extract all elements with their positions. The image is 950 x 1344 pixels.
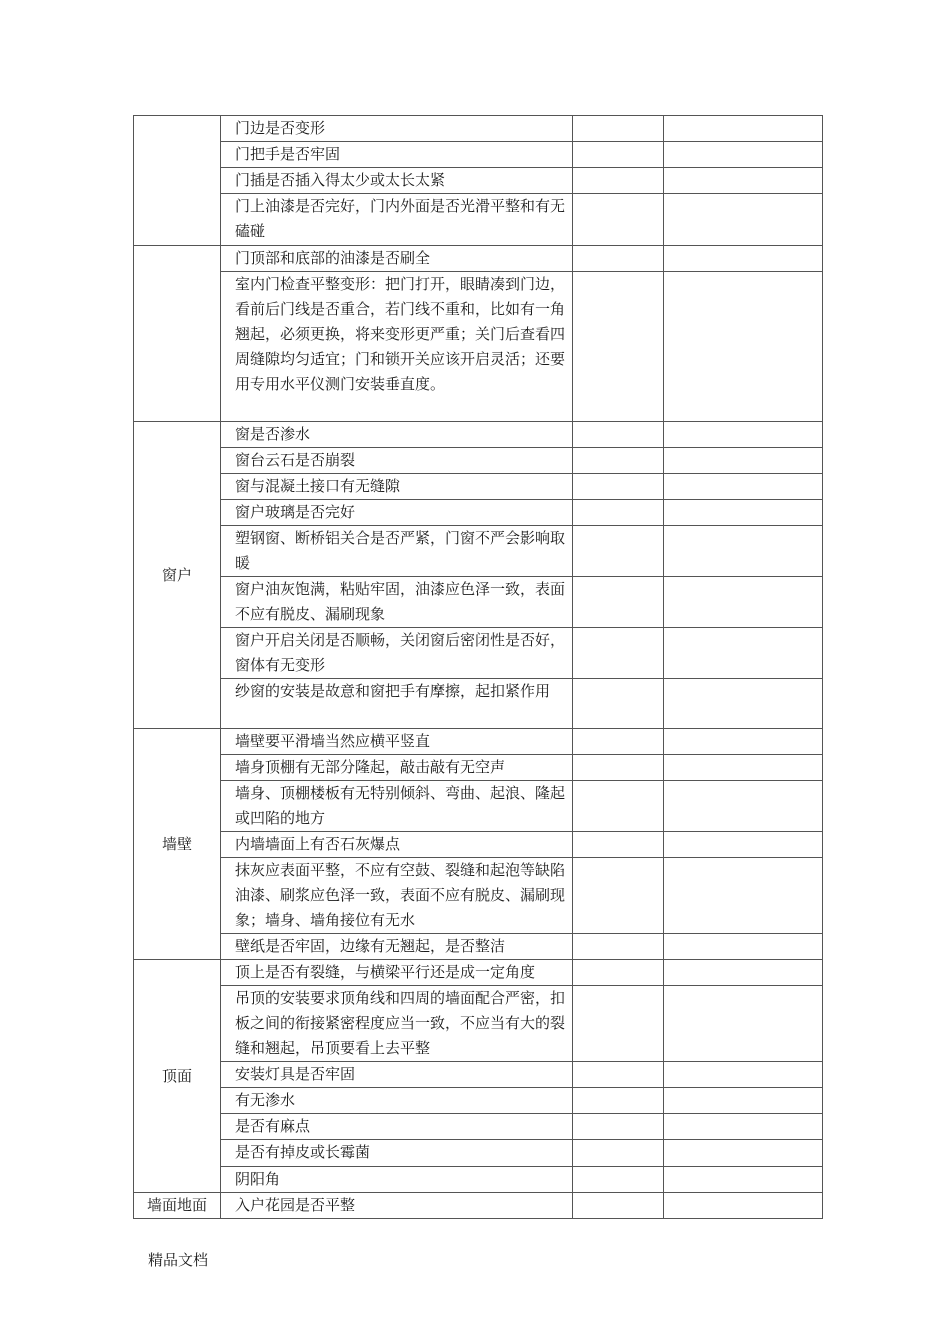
category-wall-floor: 墙面地面: [134, 1193, 221, 1219]
remark-cell[interactable]: [664, 116, 823, 142]
remark-cell[interactable]: [664, 755, 823, 781]
result-cell[interactable]: [573, 960, 664, 986]
check-item: 阴阳角: [221, 1167, 573, 1193]
remark-cell[interactable]: [664, 474, 823, 500]
result-cell[interactable]: [573, 194, 664, 246]
remark-cell[interactable]: [664, 679, 823, 729]
remark-cell[interactable]: [664, 422, 823, 448]
check-item: 门插是否插入得太少或太长太紧: [221, 168, 573, 194]
remark-cell[interactable]: [664, 986, 823, 1062]
result-cell[interactable]: [573, 858, 664, 934]
footer-watermark: 精品文档: [148, 1251, 209, 1269]
check-item: 顶上是否有裂缝，与横梁平行还是成一定角度: [221, 960, 573, 986]
check-item: 窗与混凝土接口有无缝隙: [221, 474, 573, 500]
result-cell[interactable]: [573, 422, 664, 448]
result-cell[interactable]: [573, 500, 664, 526]
result-cell[interactable]: [573, 577, 664, 628]
remark-cell[interactable]: [664, 272, 823, 422]
result-cell[interactable]: [573, 1140, 664, 1167]
category-cell-door-unlabeled: [134, 246, 221, 422]
remark-cell[interactable]: [664, 448, 823, 474]
remark-cell[interactable]: [664, 729, 823, 755]
remark-cell[interactable]: [664, 526, 823, 577]
remark-cell[interactable]: [664, 1167, 823, 1193]
remark-cell[interactable]: [664, 1193, 823, 1219]
check-item: 有无渗水: [221, 1088, 573, 1114]
check-item: 墙身、顶棚楼板有无特别倾斜、弯曲、起浪、隆起或凹陷的地方: [221, 781, 573, 832]
check-item: 窗台云石是否崩裂: [221, 448, 573, 474]
check-item: 壁纸是否牢固，边缘有无翘起，是否整洁: [221, 934, 573, 960]
remark-cell[interactable]: [664, 168, 823, 194]
check-item: 窗户玻璃是否完好: [221, 500, 573, 526]
remark-cell[interactable]: [664, 1114, 823, 1140]
result-cell[interactable]: [573, 246, 664, 272]
check-item: 窗是否渗水: [221, 422, 573, 448]
result-cell[interactable]: [573, 1167, 664, 1193]
check-item: 门边是否变形: [221, 116, 573, 142]
category-ceiling: 顶面: [134, 960, 221, 1193]
category-window: 窗户: [134, 422, 221, 729]
check-item: 门顶部和底部的油漆是否刷全: [221, 246, 573, 272]
check-item: 门把手是否牢固: [221, 142, 573, 168]
result-cell[interactable]: [573, 755, 664, 781]
remark-cell[interactable]: [664, 781, 823, 832]
remark-cell[interactable]: [664, 858, 823, 934]
result-cell[interactable]: [573, 986, 664, 1062]
remark-cell[interactable]: [664, 1062, 823, 1088]
check-item: 门上油漆是否完好，门内外面是否光滑平整和有无磕碰: [221, 194, 573, 246]
check-item: 吊顶的安装要求顶角线和四周的墙面配合严密，扣板之间的衔接紧密程度应当一致，不应当有大的裂缝和翘起，吊顶要看上去平整: [221, 986, 573, 1062]
check-item: 塑钢窗、断桥铝关合是否严紧，门窗不严会影响取暖: [221, 526, 573, 577]
result-cell[interactable]: [573, 934, 664, 960]
check-item: 墙壁要平滑墙当然应横平竖直: [221, 729, 573, 755]
result-cell[interactable]: [573, 526, 664, 577]
result-cell[interactable]: [573, 474, 664, 500]
check-item: 墙身顶棚有无部分隆起，敲击敲有无空声: [221, 755, 573, 781]
remark-cell[interactable]: [664, 960, 823, 986]
result-cell[interactable]: [573, 729, 664, 755]
check-item: 窗户开启关闭是否顺畅，关闭窗后密闭性是否好，窗体有无变形: [221, 628, 573, 679]
check-item: 室内门检查平整变形：把门打开，眼睛凑到门边，看前后门线是否重合，若门线不重和，比如有一角翘起，必须更换，将来变形更严重；关门后查看四周缝隙均匀适宜；门和锁开关应该开启灵活；还要用专用水平仪测门安装垂直度。: [221, 272, 573, 422]
result-cell[interactable]: [573, 116, 664, 142]
category-wall: 墙壁: [134, 729, 221, 960]
remark-cell[interactable]: [664, 628, 823, 679]
check-item: 是否有掉皮或长霉菌: [221, 1140, 573, 1167]
result-cell[interactable]: [573, 1062, 664, 1088]
check-item: 安装灯具是否牢固: [221, 1062, 573, 1088]
remark-cell[interactable]: [664, 246, 823, 272]
remark-cell[interactable]: [664, 832, 823, 858]
remark-cell[interactable]: [664, 1088, 823, 1114]
remark-cell[interactable]: [664, 500, 823, 526]
result-cell[interactable]: [573, 168, 664, 194]
result-cell[interactable]: [573, 448, 664, 474]
check-item: 是否有麻点: [221, 1114, 573, 1140]
result-cell[interactable]: [573, 1114, 664, 1140]
result-cell[interactable]: [573, 1193, 664, 1219]
check-item: 抹灰应表面平整，不应有空鼓、裂缝和起泡等缺陷油漆、刷浆应色泽一致，表面不应有脱皮、漏刷现象；墙身、墙角接位有无水: [221, 858, 573, 934]
result-cell[interactable]: [573, 1088, 664, 1114]
result-cell[interactable]: [573, 679, 664, 729]
check-item: 窗户油灰饱满，粘贴牢固，油漆应色泽一致，表面不应有脱皮、漏刷现象: [221, 577, 573, 628]
check-item: 纱窗的安装是故意和窗把手有摩擦，起扣紧作用: [221, 679, 573, 729]
remark-cell[interactable]: [664, 1140, 823, 1167]
check-item: 内墙墙面上有否石灰爆点: [221, 832, 573, 858]
result-cell[interactable]: [573, 628, 664, 679]
result-cell[interactable]: [573, 781, 664, 832]
result-cell[interactable]: [573, 142, 664, 168]
check-item: 入户花园是否平整: [221, 1193, 573, 1219]
result-cell[interactable]: [573, 832, 664, 858]
remark-cell[interactable]: [664, 194, 823, 246]
category-cell-door-continued: [134, 116, 221, 246]
result-cell[interactable]: [573, 272, 664, 422]
remark-cell[interactable]: [664, 577, 823, 628]
remark-cell[interactable]: [664, 934, 823, 960]
inspection-table: [133, 115, 823, 1219]
remark-cell[interactable]: [664, 142, 823, 168]
